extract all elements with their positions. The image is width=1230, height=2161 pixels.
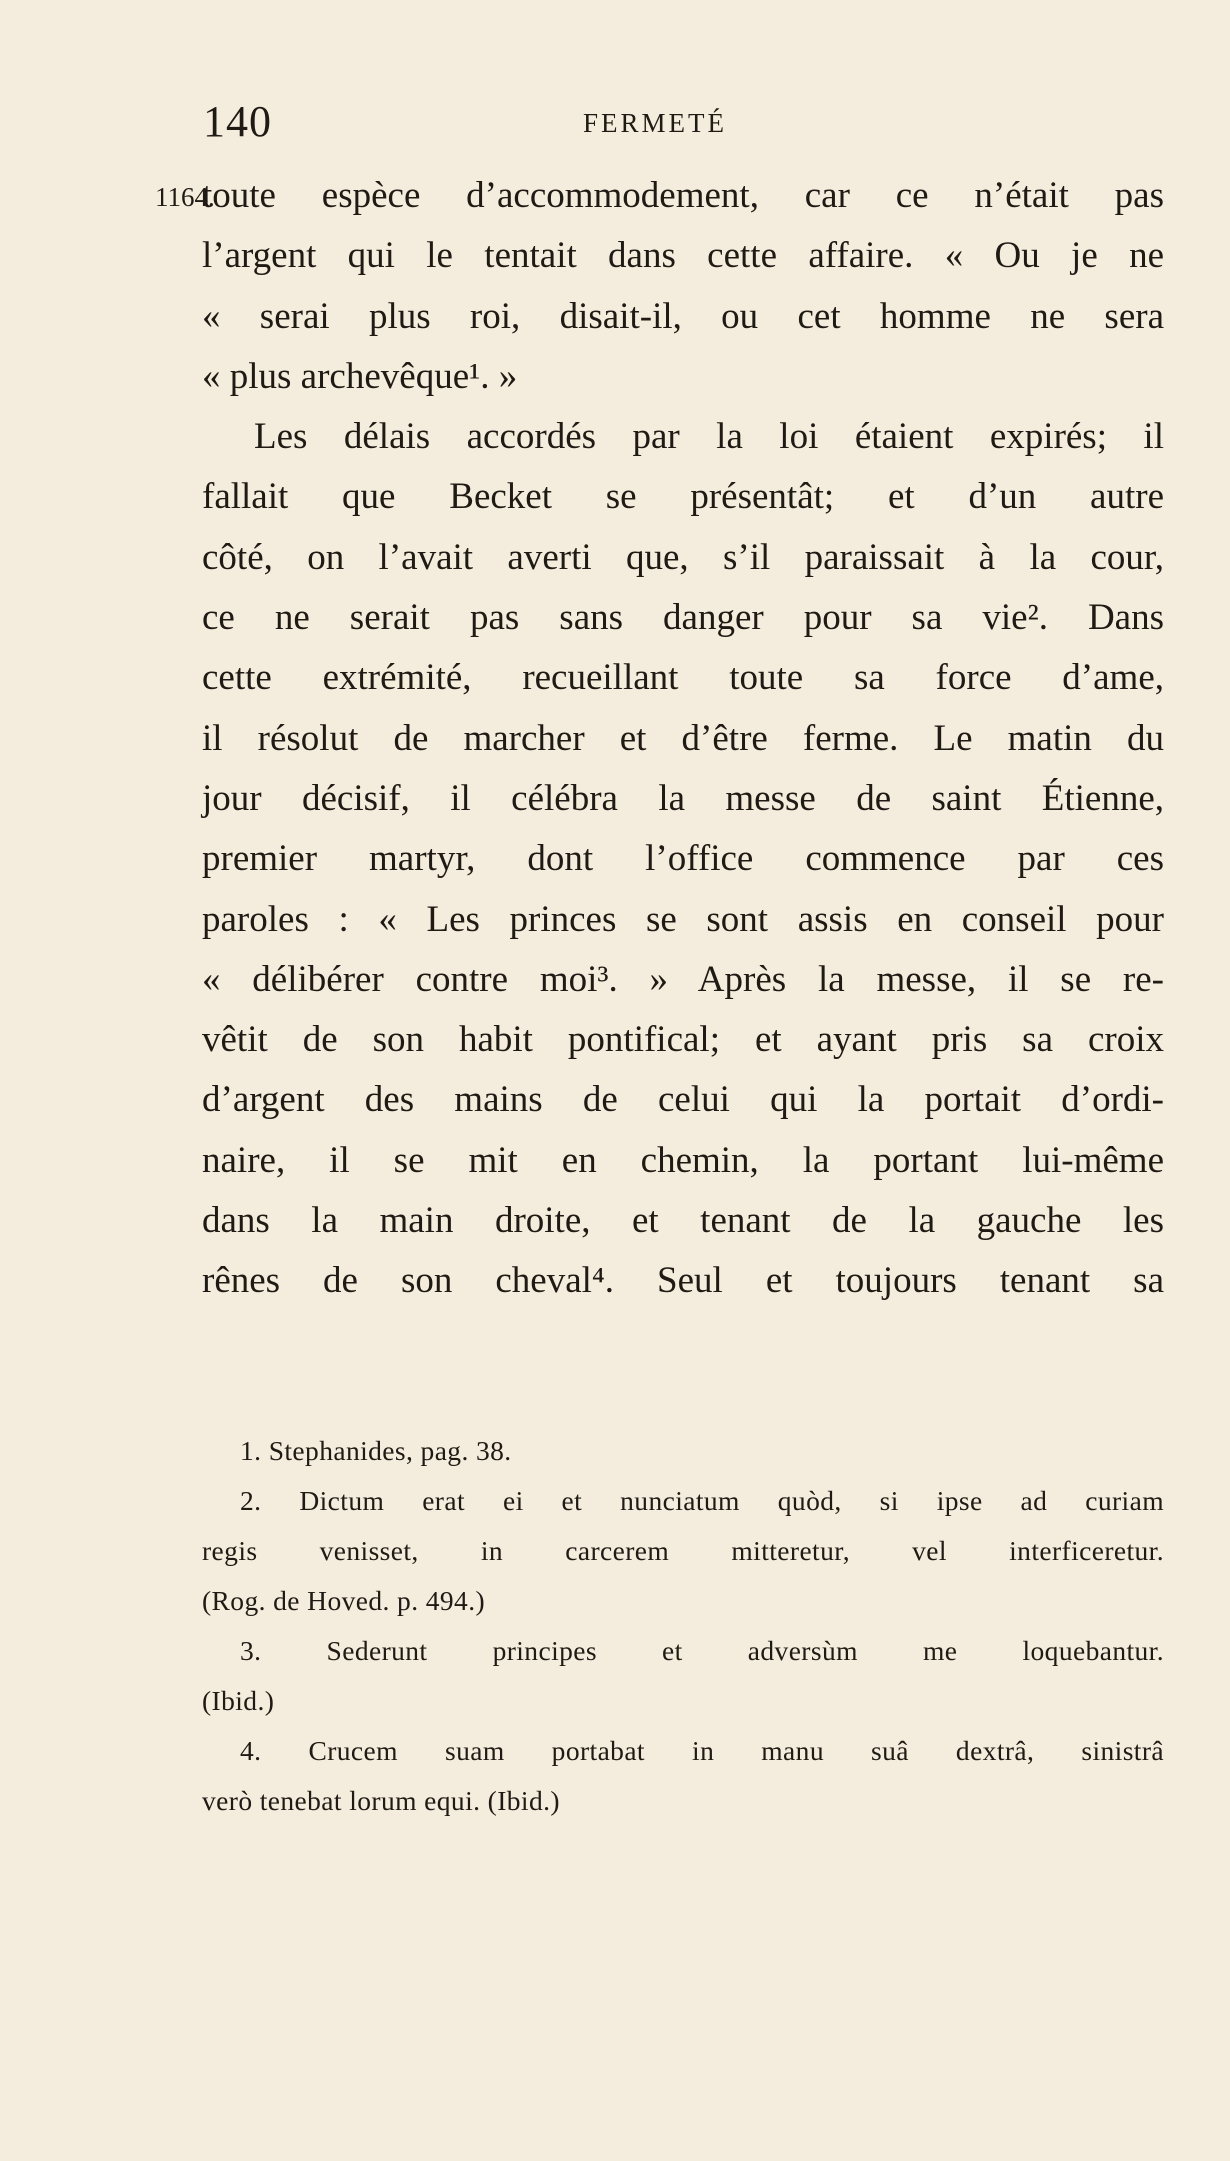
body-line: premier martyr, dont l’office commence par ces xyxy=(202,838,1164,880)
page-header xyxy=(203,96,1168,156)
footnote-line: 3. Sederunt principes et adversùm me loquebantur. xyxy=(240,1635,1164,1666)
page-number: 140 xyxy=(203,97,272,146)
body-line: d’argent des mains de celui qui la portait d’ordi- xyxy=(202,1079,1164,1121)
running-title: FERMETÉ xyxy=(583,108,728,138)
margin-year: 1164. xyxy=(155,182,215,212)
body-line: jour décisif, il célébra la messe de saint Étienne, xyxy=(202,777,1164,819)
body-line: rênes de son cheval⁴. Seul et toujours tenant sa xyxy=(202,1260,1164,1302)
body-line: naire, il se mit en chemin, la portant lui-même xyxy=(202,1139,1164,1181)
footnote-line: 1. Stephanides, pag. 38. xyxy=(240,1435,512,1466)
body-line: il résolut de marcher et d’être ferme. Le matin du xyxy=(202,717,1164,759)
body-line: paroles : « Les princes se sont assis en conseil pour xyxy=(202,898,1164,940)
footnote-line: verò tenebat lorum equi. (Ibid.) xyxy=(202,1785,560,1816)
footnote-line: regis venisset, in carcerem mitteretur, vel interficeretur. xyxy=(202,1535,1164,1566)
footnote-line: (Rog. de Hoved. p. 494.) xyxy=(202,1585,486,1616)
footnote-line: (Ibid.) xyxy=(202,1685,275,1716)
body-line: « serai plus roi, disait-il, ou cet homme ne sera xyxy=(202,295,1164,337)
footnote-line: 2. Dictum erat ei et nunciatum quòd, si ipse ad curiam xyxy=(240,1485,1164,1516)
body-line: toute espèce d’accommodement, car ce n’était pas xyxy=(202,175,1164,216)
body-line: ce ne serait pas sans danger pour sa vie². Dans xyxy=(202,597,1164,639)
footnote-line: 4. Crucem suam portabat in manu suâ dextrâ, sinistrâ xyxy=(240,1735,1164,1766)
body-line: « délibérer contre moi³. » Après la messe, il se re- xyxy=(202,958,1164,1000)
body-line: côté, on l’avait averti que, s’il paraissait à la cour, xyxy=(202,536,1164,578)
body-line: dans la main droite, et tenant de la gauche les xyxy=(202,1200,1164,1242)
body-line: Les délais accordés par la loi étaient expirés; il xyxy=(254,416,1164,458)
body-line: fallait que Becket se présentât; et d’un autre xyxy=(202,476,1164,518)
body-line: « plus archevêque¹. » xyxy=(202,355,518,397)
body-line: cette extrémité, recueillant toute sa force d’ame, xyxy=(202,657,1164,699)
footnotes xyxy=(202,1426,1164,1826)
body-text xyxy=(202,166,1164,1312)
body-line: l’argent qui le tentait dans cette affaire. « Ou je ne xyxy=(202,235,1164,277)
body-line: vêtit de son habit pontifical; et ayant pris sa croix xyxy=(202,1019,1164,1061)
